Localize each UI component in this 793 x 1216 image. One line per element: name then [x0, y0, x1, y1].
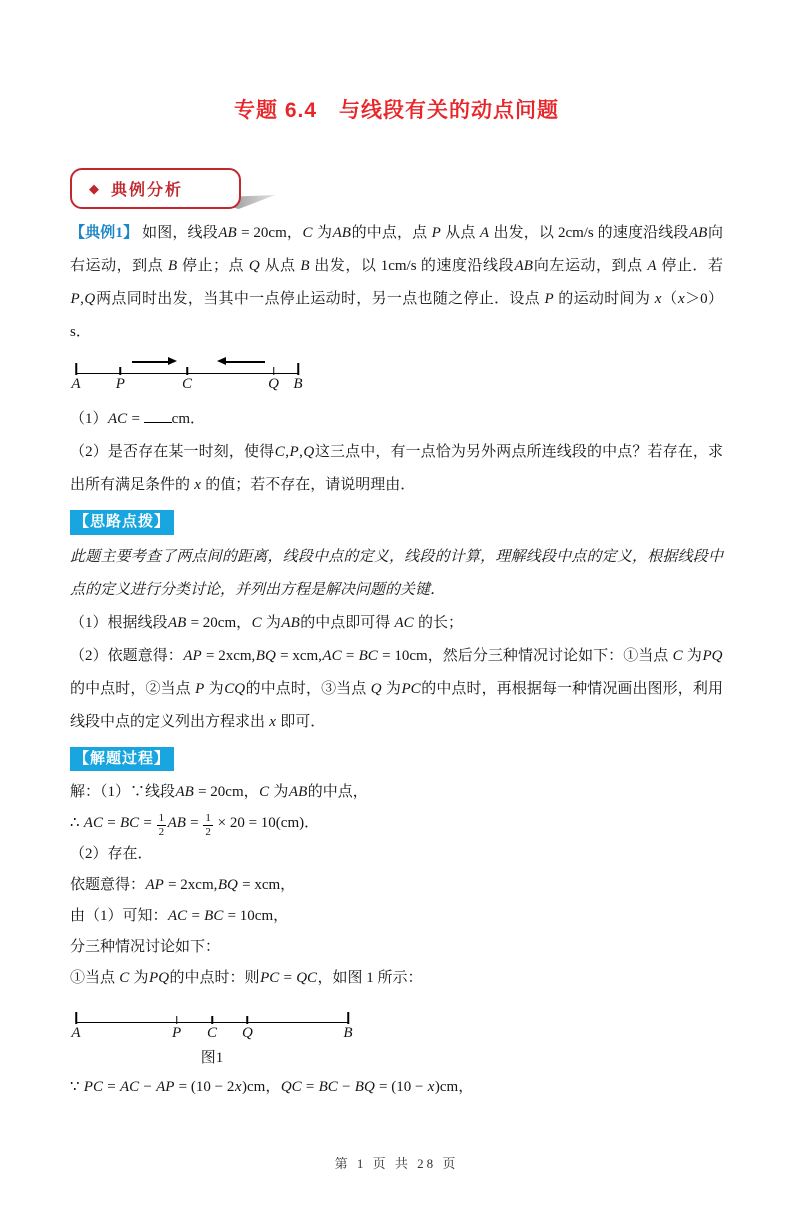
- solution-section: [70, 777, 723, 1103]
- solution-line-7: ∵ PC = AC − AP = (10 − 2x)cm，QC = BC − BQ = (10 − x)cm，: [70, 1079, 474, 1095]
- problem-label: 【典例1】: [70, 225, 139, 241]
- solution-line-5: 分三种情况讨论如下：: [70, 939, 221, 955]
- hint-badge-row: [70, 510, 723, 535]
- solution-line-2: （2）存在．: [70, 846, 153, 862]
- diamond-icon: ◆: [89, 181, 99, 196]
- motion-arrow-right: [132, 361, 170, 363]
- point-label: P: [115, 376, 125, 392]
- doc-title: 专题 6.4 与线段有关的动点问题: [233, 99, 560, 122]
- formula-mid: AB =: [167, 815, 203, 831]
- analysis-badge-label: 典例分析: [111, 182, 184, 199]
- point-label: B: [343, 1025, 353, 1041]
- tick-mark: [120, 367, 122, 375]
- hint-item-1: （1）根据线段AB = 20cm，C 为AB的中点即可得 AC 的长；: [70, 614, 463, 631]
- page-footer: 第 1 页 共 28 页: [334, 1156, 459, 1171]
- point-label: C: [181, 376, 193, 392]
- tick-mark: [273, 367, 275, 375]
- solution-formula: [70, 808, 723, 839]
- fraction: $\frac{1}{2}$: [205, 811, 211, 839]
- problem-text: 如图，线段AB = 20cm，C 为AB的中点，点 P 从点 A 出发，以 2cm/s 的速度沿线段AB向右运动，到点 B 停止；点 Q 从点 B 出发，以 1cm/s 的速度沿线段AB向左运动，到点 A 停止．若P,Q两点同时出发，当其中一点停止运动时，另一点也随之停止．设点 P 的运动时间为 x（x＞0）s．: [70, 225, 723, 340]
- point-label: A: [71, 1025, 81, 1041]
- segment-diagram-2: [71, 1004, 353, 1070]
- point-label: P: [172, 1025, 182, 1041]
- hint-badge: 【思路点拨】: [70, 510, 174, 535]
- tick-mark: [75, 1012, 77, 1024]
- segment-diagram-1: [71, 355, 303, 401]
- hint-item-2: （2）依题意得：AP = 2xcm,BQ = xcm,AC = BC = 10cm，然后分三种情况讨论如下：①当点 C 为PQ的中点时，②当点 P 为CQ的中点时，③当点 Q 为PC的中点时，再根据每一种情况画出图形，利用线段中点的定义列出方程求出 x 即可．: [70, 647, 723, 730]
- point-label: Q: [241, 1025, 253, 1041]
- answer-blank: [144, 408, 172, 423]
- analysis-badge-box: [70, 168, 241, 209]
- tick-mark: [186, 367, 188, 375]
- process-badge-row: [70, 747, 723, 772]
- formula-post: × 20 = 10(cm)．: [213, 815, 320, 831]
- tick-mark: [75, 363, 77, 375]
- problem-statement: [70, 217, 723, 349]
- point-label: A: [71, 376, 81, 392]
- tick-mark: [247, 1016, 249, 1024]
- figure-caption: 图1: [200, 1050, 224, 1066]
- question-1-prefix: （1）AC =: [70, 411, 144, 427]
- hint-summary: 此题主要考查了两点间的距离，线段中点的定义，线段的计算，理解线段中点的定义，根据线段中点的定义进行分类讨论，并列出方程是解决问题的关键．: [70, 548, 723, 598]
- question-1: [70, 403, 723, 436]
- tick-mark: [347, 1012, 349, 1024]
- analysis-badge: [70, 168, 241, 209]
- page-content: [0, 94, 793, 1103]
- tick-mark: [211, 1016, 213, 1024]
- tick-mark: [176, 1016, 178, 1024]
- solution-line-4: 由（1）可知：AC = BC = 10cm，: [70, 908, 289, 924]
- solution-line-1: 解：（1）∵线段AB = 20cm，C 为AB的中点，: [70, 784, 368, 800]
- question-2: （2）是否存在某一时刻，使得C,P,Q这三点中，有一点恰为另外两点所连线段的中点？若存在，求出所有满足条件的 x 的值；若不存在，请说明理由．: [70, 444, 723, 493]
- formula-pre: ∴ AC = BC =: [70, 815, 156, 831]
- motion-arrow-left: [225, 361, 265, 363]
- solution-line-6: ①当点 C 为PQ的中点时：则PC = QC，如图 1 所示：: [70, 970, 423, 986]
- solution-line-3: 依题意得：AP = 2xcm,BQ = xcm，: [70, 877, 296, 893]
- tick-mark: [297, 363, 299, 375]
- point-label: B: [293, 376, 303, 392]
- point-label: Q: [268, 376, 279, 392]
- process-badge: 【解题过程】: [70, 747, 174, 772]
- point-label: C: [206, 1025, 218, 1041]
- fraction: $\frac{1}{2}$: [158, 811, 165, 839]
- question-1-suffix: cm．: [171, 411, 205, 427]
